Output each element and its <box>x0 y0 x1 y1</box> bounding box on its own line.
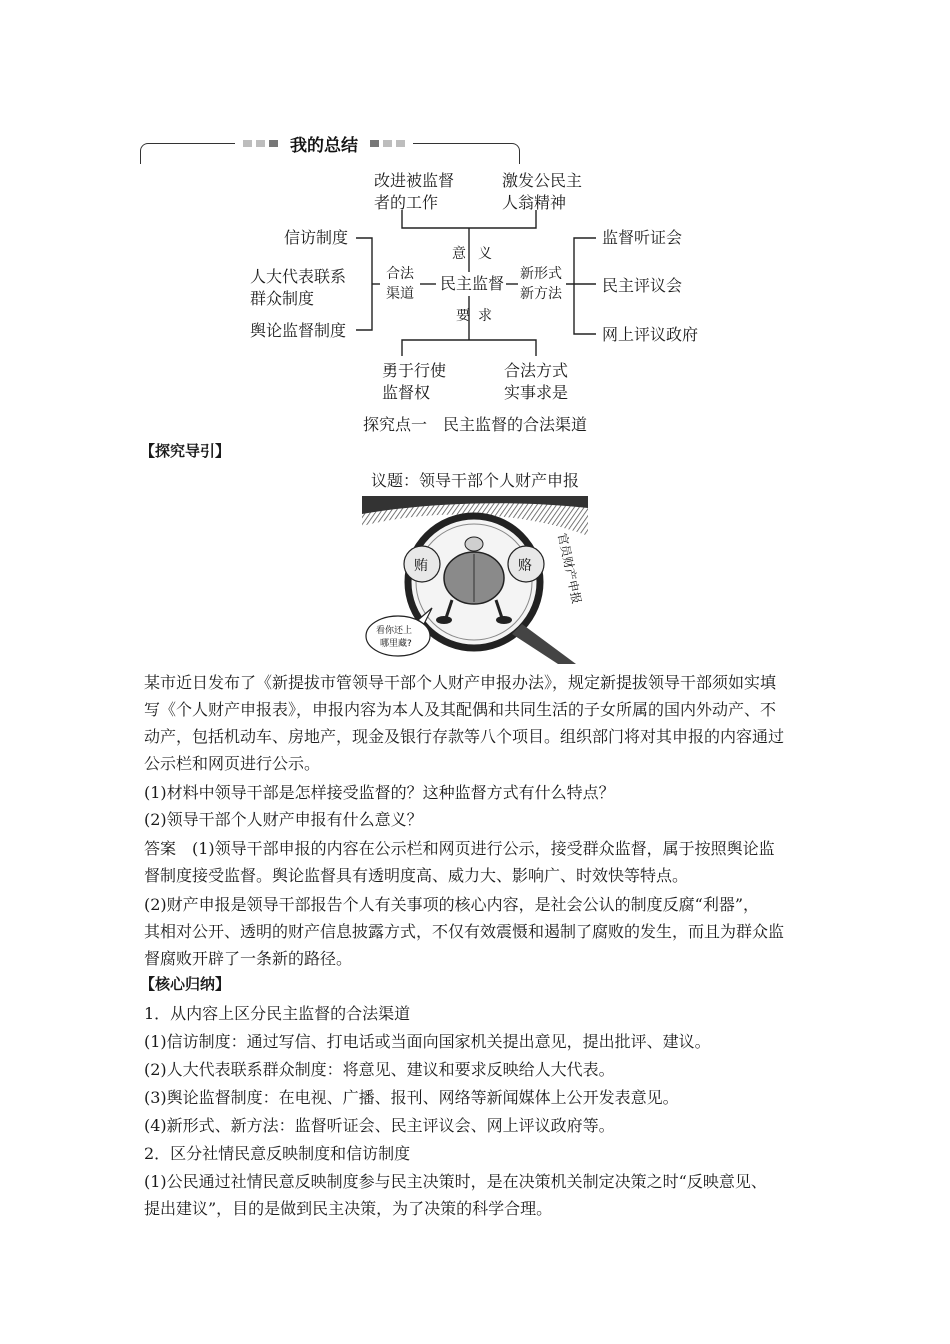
map-left-branch: 合法 渠道 <box>386 266 414 302</box>
core-item: (2)人大代表联系群众制度：将意见、建议和要求反映给人大代表。 <box>144 1060 615 1079</box>
material-line: 写《个人财产申报表》，申报内容为本人及其配偶和共同生活的子女所属的国内外动产、不 <box>144 700 777 719</box>
material-line: 某市近日发布了《新提拔市管领导干部个人财产申报办法》，规定新提拔领导干部须如实填 <box>144 673 777 692</box>
map-branch-requirement-2: 求 <box>478 308 492 324</box>
map-right-item: 监督听证会 <box>602 228 683 247</box>
material-line: 动产，包括机动车、房地产，现金及银行存款等八个项目。组织部门将对其申报的内容通过 <box>144 727 785 746</box>
cartoon-side-text: 官员财产申报 <box>555 531 584 606</box>
core-item: 提出建议”，目的是做到民主决策，为了决策的科学合理。 <box>144 1199 553 1218</box>
map-branch-significance-1: 意 <box>452 246 466 262</box>
map-bottom-left: 勇于行使 监督权 <box>382 361 447 402</box>
cartoon-left-char: 贿 <box>414 558 428 574</box>
question-1: (1)材料中领导干部是怎样接受监督的？这种监督方式有什么特点？ <box>144 783 615 802</box>
cartoon-right-char: 赂 <box>518 558 532 574</box>
core-item: (3)舆论监督制度：在电视、广播、报刊、网络等新闻媒体上公开发表意见。 <box>144 1088 679 1107</box>
map-left-item: 舆论监督制度 <box>250 321 347 340</box>
cartoon-bubble-line2: 哪里藏? <box>380 639 412 649</box>
map-left-item: 人大代表联系 群众制度 <box>250 267 347 308</box>
summary-title: 我的总结 <box>290 135 358 156</box>
map-bottom-right: 合法方式 实事求是 <box>504 361 569 402</box>
map-right-item: 民主评议会 <box>602 276 683 295</box>
guide-tag: 【探究导引】 <box>140 442 231 460</box>
cartoon-bubble-line1: 看你还上 <box>376 626 413 636</box>
map-branch-requirement-1: 要 <box>456 308 470 324</box>
section-title: 探究点一 民主监督的合法渠道 <box>362 415 587 434</box>
answer-line: 答案 (1)领导干部申报的内容在公示栏和网页进行公示，接受群众监督，属于按照舆论监 <box>144 839 775 858</box>
map-center: 民主监督 <box>440 274 505 293</box>
core-item: (4)新形式、新方法：监督听证会、民主评议会、网上评议政府等。 <box>144 1116 615 1135</box>
answer-line: 督制度接受监督。舆论监督具有透明度高、威力大、影响广、时效快等特点。 <box>144 866 689 885</box>
topic-title: 议题：领导干部个人财产申报 <box>370 471 579 490</box>
map-top-right: 激发公民主 人翁精神 <box>502 171 583 212</box>
core-item: (1)信访制度：通过写信、打电话或当面向国家机关提出意见，提出批评、建议。 <box>144 1032 711 1051</box>
map-right-branch: 新形式 新方法 <box>520 266 562 302</box>
core-item: (1)公民通过社情民意反映制度参与民主决策时，是在决策机关制定决策之时“反映意见、 <box>144 1172 767 1191</box>
question-2: (2)领导干部个人财产申报有什么意义？ <box>144 810 423 829</box>
map-branch-significance-2: 义 <box>478 246 492 262</box>
cartoon-illustration <box>362 496 588 664</box>
answer-line: 其相对公开、透明的财产信息披露方式，不仅有效震慑和遏制了腐败的发生，而且为群众监 <box>144 922 785 941</box>
map-left-item: 信访制度 <box>284 228 349 247</box>
core-tag: 【核心归纳】 <box>140 975 231 993</box>
answer-line: 督腐败开辟了一条新的路径。 <box>144 949 353 968</box>
core-heading-1: 1．从内容上区分民主监督的合法渠道 <box>144 1004 411 1023</box>
map-right-item: 网上评议政府 <box>602 325 699 344</box>
core-heading-2: 2．区分社情民意反映制度和信访制度 <box>144 1144 411 1163</box>
answer-line: (2)财产申报是领导干部报告个人有关事项的核心内容，是社会公认的制度反腐“利器”， <box>144 895 760 914</box>
mind-map-lines <box>0 0 950 420</box>
material-line: 公示栏和网页进行公示。 <box>144 754 321 773</box>
magnifier-cartoon-icon <box>362 496 588 664</box>
map-top-left: 改进被监督 者的工作 <box>374 171 455 212</box>
